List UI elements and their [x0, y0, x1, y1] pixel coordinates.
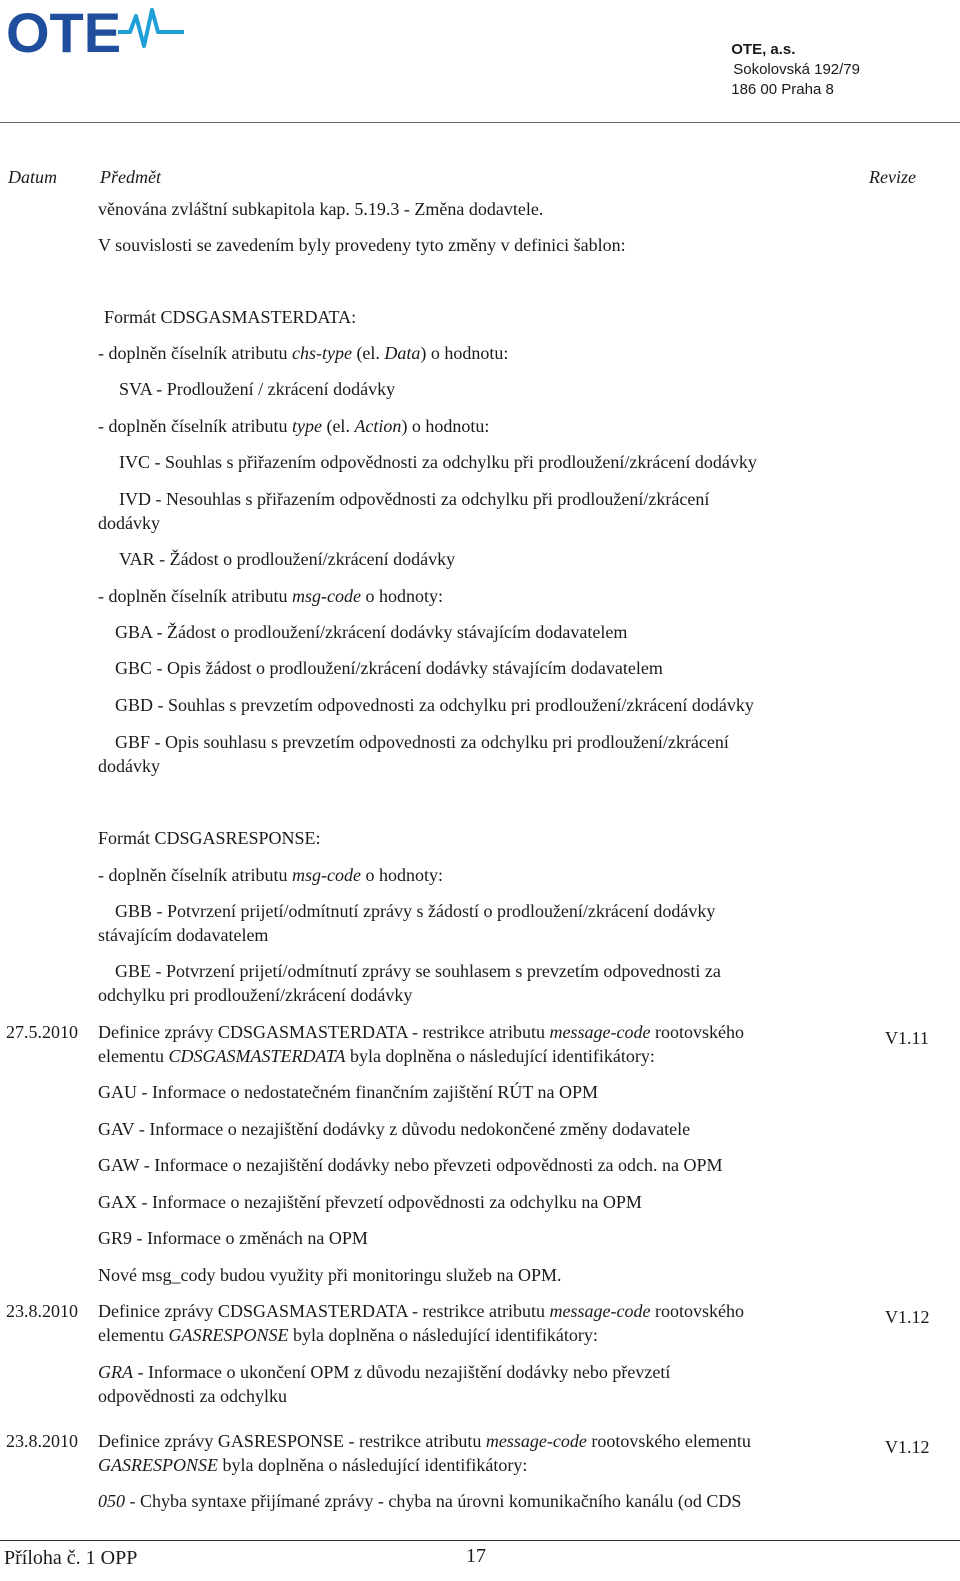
ote-logo [6, 2, 186, 60]
company-address [731, 40, 860, 100]
entry-line: Definice zprávy CDSGASMASTERDATA - restrikce atributu message-code rootovského [98, 1301, 744, 1321]
code-item: GR9 - Informace o změnách na OPM [98, 1228, 368, 1248]
address-city: 186 00 Praha 8 [731, 81, 834, 98]
entry-note: Nové msg_cody budou využity při monitoringu služeb na OPM. [98, 1265, 562, 1285]
code-item: SVA - Prodloužení / zkrácení dodávky [119, 379, 396, 399]
code-item: GAU - Informace o nedostatečném finančním zajištění RÚT na OPM [98, 1082, 599, 1102]
body-line: V souvislosti se zavedením byly provedeny tyto změny v definici šablon: [98, 235, 626, 255]
code-item: VAR - Žádost o prodloužení/zkrácení dodávky [119, 549, 456, 569]
header-rule [0, 122, 960, 123]
footer-rule [0, 1540, 960, 1541]
body-line: - doplněn číselník atributu type (el. Action) o hodnotu: [98, 416, 490, 436]
entry-date: 23.8.2010 [6, 1301, 78, 1321]
code-item: 050 - Chyba syntaxe přijímané zprávy - chyba na úrovni komunikačního kanálu (od CDS [98, 1491, 742, 1511]
entry-version: V1.12 [885, 1307, 930, 1327]
code-item: GAW - Informace o nezajištění dodávky nebo převzeti odpovědnosti za odch. na OPM [98, 1155, 723, 1175]
body-line: - doplněn číselník atributu msg-code o hodnoty: [98, 865, 443, 885]
footer-attachment: Příloha č. 1 OPP [4, 1547, 138, 1569]
code-item: GBD - Souhlas s prevzetím odpovednosti za odchylku pri prodloužení/zkrácení dodávky [115, 695, 754, 715]
code-item: GAV - Informace o nezajištění dodávky z důvodu nedokončené změny dodavatele [98, 1119, 691, 1139]
entry-line: elementu GASRESPONSE byla doplněna o následující identifikátory: [98, 1325, 598, 1345]
code-item: GRA - Informace o ukončení OPM z důvodu nezajištění dodávky nebo převzetí [98, 1362, 671, 1382]
code-item: GBF - Opis souhlasu s prevzetím odpovednosti za odchylku pri prodloužení/zkrácení [115, 732, 729, 752]
body-line: věnována zvláštní subkapitola kap. 5.19.3 - Změna dodavtele. [98, 199, 544, 219]
code-item-cont: stávajícím dodavatelem [98, 925, 269, 945]
code-item: GBA - Žádost o prodloužení/zkrácení dodávky stávajícím dodavatelem [115, 622, 628, 642]
address-street: Sokolovská 192/79 [733, 61, 860, 78]
code-item: GBB - Potvrzení prijetí/odmítnutí zprávy s žádostí o prodloužení/zkrácení dodávky [115, 901, 716, 921]
body-line: - doplněn číselník atributu chs-type (el. Data) o hodnotu: [98, 343, 509, 363]
entry-date: 23.8.2010 [6, 1431, 78, 1451]
code-item: GAX - Informace o nezajištění převzetí odpovědnosti za odchylku na OPM [98, 1192, 642, 1212]
code-item: GBC - Opis žádost o prodloužení/zkrácení dodávky stávajícím dodavatelem [115, 658, 663, 678]
column-revision: Revize [869, 167, 916, 187]
company-name: OTE, a.s. [731, 41, 796, 58]
code-item: IVC - Souhlas s přiřazením odpovědnosti za odchylku při prodloužení/zkrácení dodávky [119, 452, 757, 472]
code-item-cont: dodávky [98, 756, 160, 776]
entry-line: GASRESPONSE byla doplněna o následující identifikátory: [98, 1455, 528, 1475]
code-item-cont: dodávky [98, 513, 160, 533]
code-item: IVD - Nesouhlas s přiřazením odpovědnosti za odchylku při prodloužení/zkrácení [119, 489, 710, 509]
section-heading: Formát CDSGASMASTERDATA: [104, 307, 357, 327]
column-subject: Předmět [100, 167, 161, 187]
code-item-cont: odpovědnosti za odchylku [98, 1386, 287, 1406]
column-date: Datum [8, 167, 57, 187]
code-item-cont: odchylku pri prodloužení/zkrácení dodávky [98, 985, 413, 1005]
logo-pulse [118, 10, 184, 46]
entry-version: V1.11 [885, 1028, 929, 1048]
entry-date: 27.5.2010 [6, 1022, 78, 1042]
entry-line: Definice zprávy CDSGASMASTERDATA - restrikce atributu message-code rootovského [98, 1022, 744, 1042]
entry-version: V1.12 [885, 1437, 930, 1457]
body-line: - doplněn číselník atributu msg-code o hodnoty: [98, 586, 443, 606]
code-item: GBE - Potvrzení prijetí/odmítnutí zprávy se souhlasem s prevzetím odpovednosti za [115, 961, 721, 981]
section-heading: Formát CDSGASRESPONSE: [98, 828, 321, 848]
entry-line: elementu CDSGASMASTERDATA byla doplněna o následující identifikátory: [98, 1046, 655, 1066]
page-number: 17 [466, 1545, 486, 1567]
logo-text: OTE [6, 2, 122, 60]
entry-line: Definice zprávy GASRESPONSE - restrikce atributu message-code rootovského elementu [98, 1431, 751, 1451]
